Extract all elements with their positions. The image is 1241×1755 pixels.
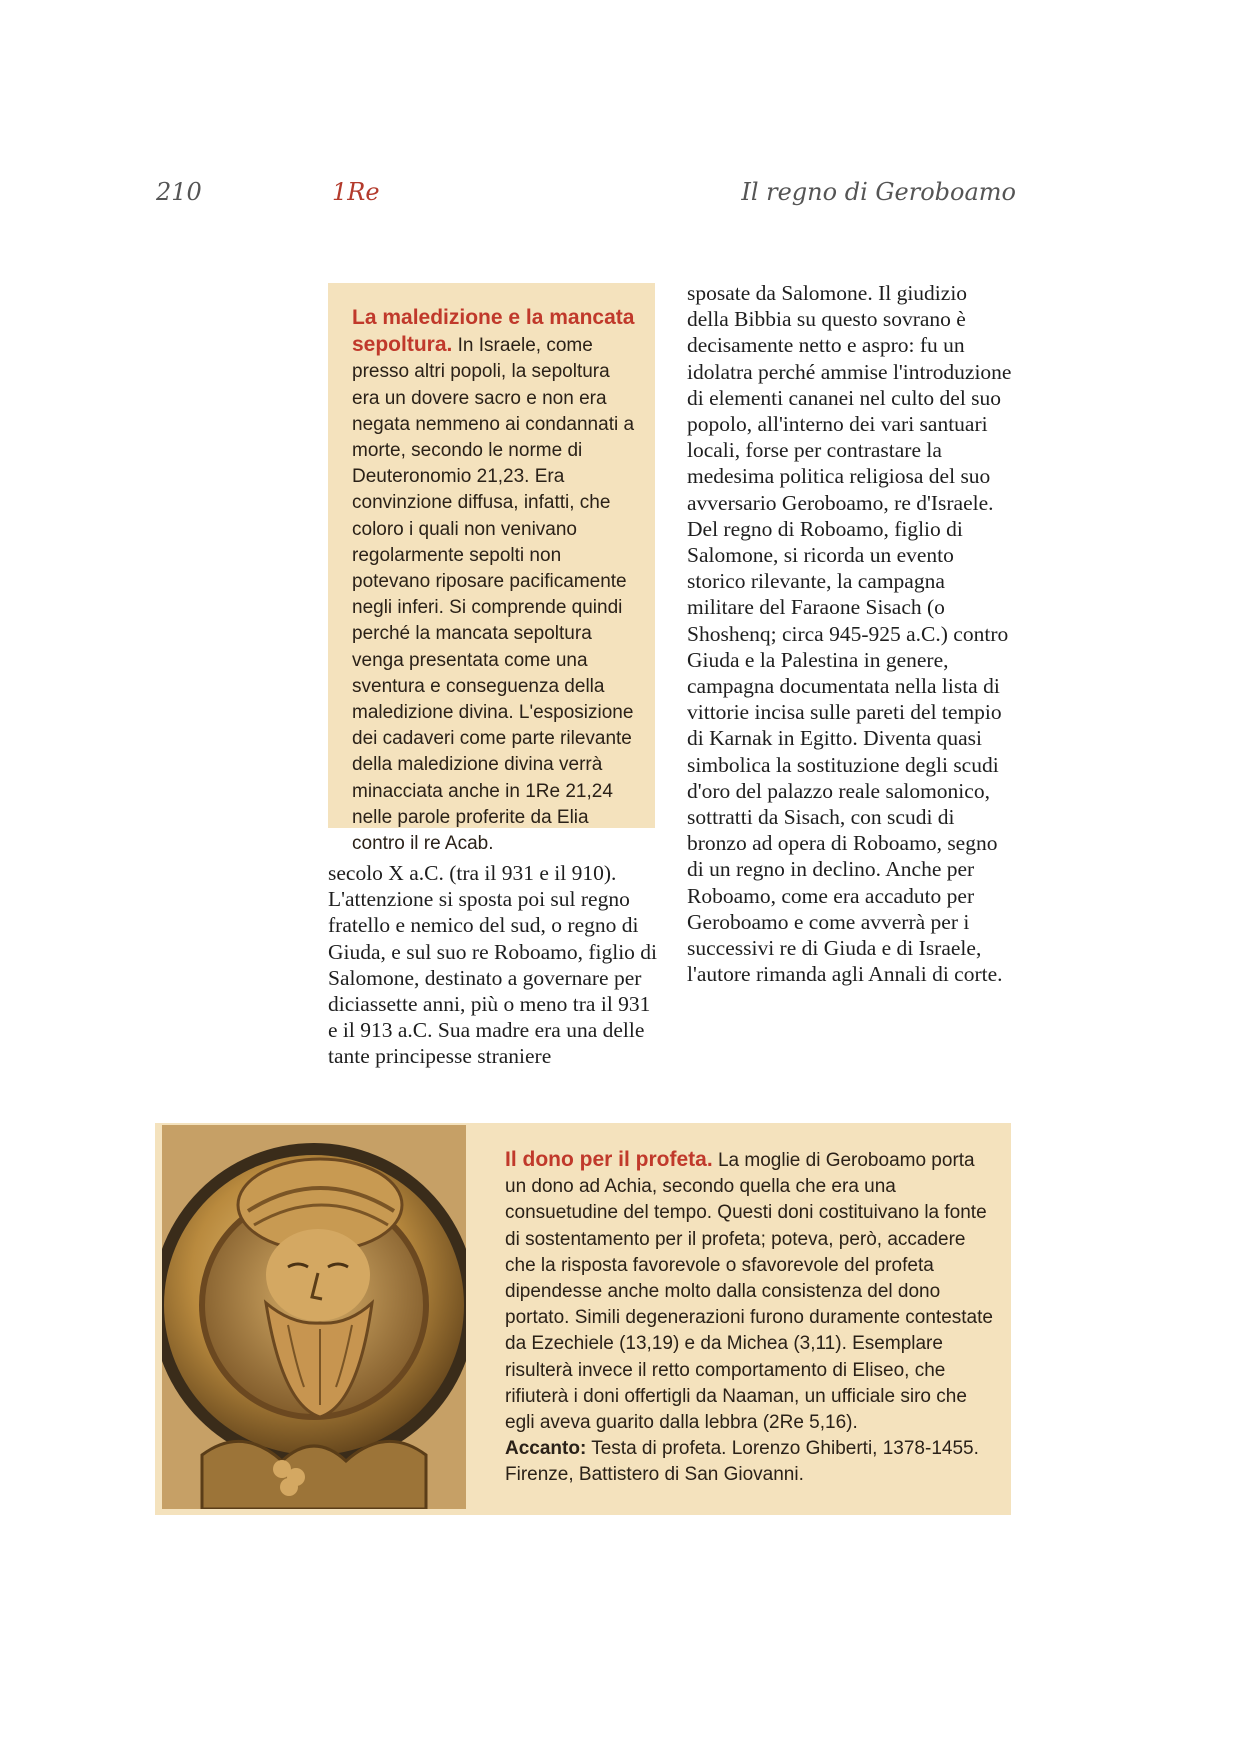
caption-label: Accanto: <box>505 1438 587 1460</box>
gift-paragraph <box>505 1147 995 1436</box>
caption-text: Testa di profeta. Lorenzo Ghiberti, 1378-1455. Firenze, Battistero di San Giovanni. <box>505 1438 979 1486</box>
box-heading: La maledizione e la mancata sepoltura. <box>352 306 635 357</box>
sidebar-box-burial <box>328 283 655 855</box>
gift-body: La moglie di Geroboamo porta un dono ad Achia, secondo quella che era una consuetudine del tempo. Questi doni costituivano la fonte di sostentamento per il profeta; poteva, però, accadere che la risposta favorevole o sfavorevole del profeta dipendesse anche molto dalla consistenza del dono portato. Simili degenerazioni furono duramente contestate da Ezechiele (13,19) e da Michea (3,11). Esemplare risulterà invece il retto comportamento di Eliseo, che rifiuterà i doni offertigli da Naaman, un ufficiale siro che egli aveva guarito dalla lebbra (2Re 5,16). <box>505 1150 993 1434</box>
paragraph-left: secolo X a.C. (tra il 931 e il 910). L'attenzione si sposta poi sul regno fratello e nemico del sud, o regno di Giuda, e sul suo re Roboamo, figlio di Salomone, destinato a governare per diciassette anni, più o meno tra il 931 e il 913 a.C. Sua madre era una delle tante principesse straniere <box>328 861 658 1069</box>
page-number: 210 <box>156 178 202 206</box>
box-body: In Israele, come presso altri popoli, la sepoltura era un dovere sacro e non era negata nemmeno ai condannati a morte, secondo le norme di Deuteronomio 21,23. Era convinzione diffusa, infatti, che coloro i quali non venivano regolarmente sepolti non potevano riposare pacificamente negli inferi. Si comprende quindi perché la mancata sepoltura venga presentata come una sventura e conseguenza della maledizione divina. L'esposizione dei cadaveri come parte rilevante della maledizione divina verrà minacciata anche in 1Re 21,24 nelle parole proferite da Elia contro il re Acab. <box>352 335 635 855</box>
image-caption <box>505 1436 995 1488</box>
box-paragraph <box>352 305 639 857</box>
page-header <box>156 178 1016 214</box>
book-name: 1Re <box>332 178 380 206</box>
text-column-left <box>328 860 658 1070</box>
text-column-right <box>687 280 1012 987</box>
gift-heading: Il dono per il profeta. <box>505 1148 713 1171</box>
gift-text <box>505 1147 995 1489</box>
prophet-head-medallion-image <box>162 1125 466 1509</box>
section-title: Il regno di Geroboamo <box>741 178 1016 206</box>
paragraph-right: sposate da Salomone. Il giudizio della Bibbia su questo sovrano è decisamente netto e aspro: fu un idolatra perché ammise l'introduzione di elementi cananei nel culto del suo popolo, all'interno dei vari santuari locali, forse per contrastare la medesima politica religiosa del suo avversario Geroboamo, re d'Israele. Del regno di Roboamo, figlio di Salomone, si ricorda un evento storico rilevante, la campagna militare del Faraone Sisach (o Shoshenq; circa 945-925 a.C.) contro Giuda e la Palestina in genere, campagna documentata nella lista di vittorie incisa sulle pareti del tempio di Karnak in Egitto. Diventa quasi simbolica la sostituzione degli scudi d'oro del palazzo reale salomonico, sottratti da Sisach, con scudi di bronzo ad opera di Roboamo, segno di un regno in declino. Anche per Roboamo, come era accaduto per Geroboamo e come avverrà per i successivi re di Giuda e di Israele, l'autore rimanda agli Annali di corte. <box>687 281 1012 987</box>
